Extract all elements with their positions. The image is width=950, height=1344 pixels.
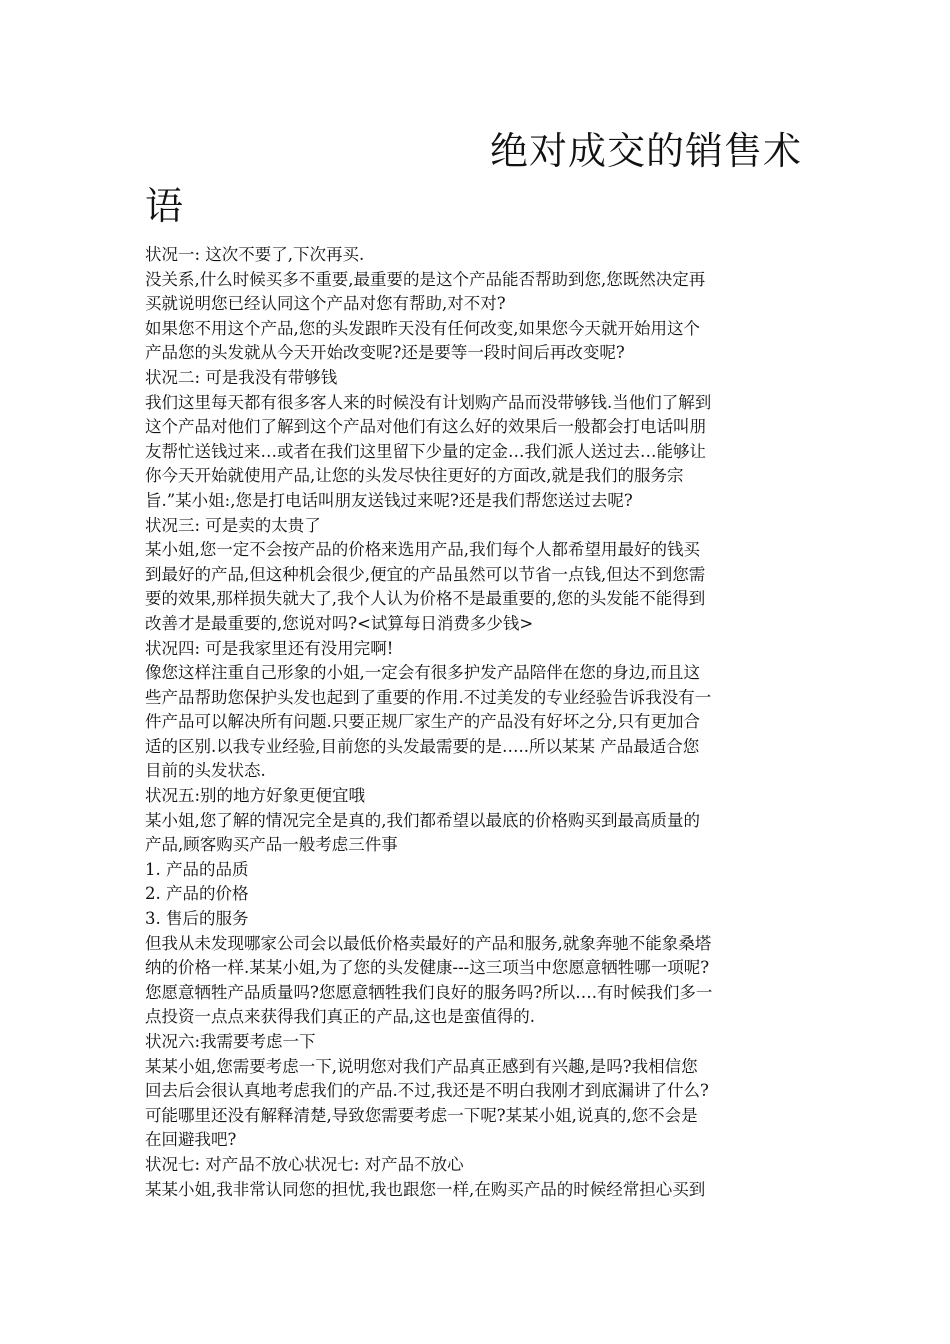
text-line: 某小姐,您了解的情况完全是真的,我们都希望以最底的价格购买到最高质量的 [145,810,700,830]
text-line: 友帮忙送钱过来…或者在我们这里留下少量的定金…我们派人送过去…能够让 [145,441,706,461]
text-line: 没关系,什么时候买多不重要,最重要的是这个产品能否帮助到您,您既然决定再 [145,269,706,289]
text-line: 改善才是最重要的,您说对吗?<试算每日消费多少钱> [145,613,534,633]
document-body [145,243,810,1202]
text-line: 这个产品对他们了解到这个产品对他们有这么好的效果后一般都会打电话叫朋 [145,417,706,437]
text-line: 在回避我吧? [145,1130,237,1150]
text-line: 但我从未发现哪家公司会以最低价格卖最好的产品和服务,就象奔驰不能象桑塔 [145,933,712,953]
text-line: 目前的头发状态. [145,761,266,781]
text-line: 您愿意牺牲产品质量吗?您愿意牺牲我们良好的服务吗?所以….有时候我们多一 [145,982,713,1002]
text-line: 到最好的产品,但这种机会很少,便宜的产品虽然可以节省一点钱,但达不到您需 [145,564,706,584]
text-line: 产品您的头发就从今天开始改变呢?还是要等一段时间后再改变呢? [145,343,625,363]
text-line: 回去后会很认真地考虑我们的产品.不过,我还是不明白我刚才到底漏讲了什么? [145,1081,709,1101]
text-line: 如果您不用这个产品,您的头发跟昨天没有任何改变,如果您今天就开始用这个 [145,318,700,338]
text-line: 纳的价格一样.某某小姐,为了您的头发健康---这三项当中您愿意牺牲哪一项呢? [145,958,710,978]
text-line: 产品,顾客购买产品一般考虑三件事 [145,835,398,855]
text-line: 状况六:我需要考虑一下 [145,1032,316,1051]
text-line: 3. 售后的服务 [145,909,249,929]
text-line: 件产品可以解决所有问题.只要正规厂家生产的产品没有好坏之分,只有更加合 [145,712,700,732]
text-line: 我们这里每天都有很多客人来的时候没有计划购产品而没带够钱.当他们了解到 [145,392,712,412]
text-line: 些产品帮助您保护头发也起到了重要的作用.不过美发的专业经验告诉我没有一 [145,687,712,707]
text-line: 要的效果,那样损失就大了,我个人认为价格不是最重要的,您的头发能不能得到 [145,589,706,609]
text-line: 2. 产品的价格 [145,884,249,904]
text-line: 某某小姐,您需要考虑一下,说明您对我们产品真正感到有兴趣,是吗?我相信您 [145,1056,698,1076]
text-line: 状况二: 可是我没有带够钱 [145,367,338,387]
text-line: 1. 产品的品质 [145,859,249,879]
title-line-2: 语 [145,184,185,228]
document-title [145,124,810,234]
text-line: 可能哪里还没有解释清楚,导致您需要考虑一下呢?某某小姐,说真的,您不会是 [145,1105,698,1125]
title-line-1: 绝对成交的销售术 [490,129,803,173]
text-line: 某小姐,您一定不会按产品的价格来选用产品,我们每个人都希望用最好的钱买 [145,540,700,560]
text-line: 你今天开始就使用产品,让您的头发尽快往更好的方面改,就是我们的服务宗 [145,466,684,486]
text-line: 状况四: 可是我家里还有没用完啊! [145,638,394,658]
text-line: 状况五:别的地方好象更便宜哦 [145,786,366,806]
text-line: 状况一: 这次不要了,下次再买. [145,245,365,264]
text-line: 点投资一点点来获得我们真正的产品,这也是蛮值得的. [145,1007,535,1027]
text-line: 适的区别.以我专业经验,目前您的头发最需要的是…..所以某某 产品最适合您 [145,736,700,756]
text-line: 旨.”某小姐:,您是打电话叫朋友送钱过来呢?还是我们帮您送过去呢? [145,490,633,510]
text-line: 状况三: 可是卖的太贵了 [145,515,321,535]
text-line: 某某小姐,我非常认同您的担忧,我也跟您一样,在购买产品的时候经常担心买到 [145,1179,706,1199]
text-line: 买就说明您已经认同这个产品对您有帮助,对不对? [145,294,506,314]
text-line: 状况七: 对产品不放心状况七: 对产品不放心 [145,1154,464,1174]
text-line: 像您这样注重自己形象的小姐,一定会有很多护发产品陪伴在您的身边,而且这 [145,663,700,683]
